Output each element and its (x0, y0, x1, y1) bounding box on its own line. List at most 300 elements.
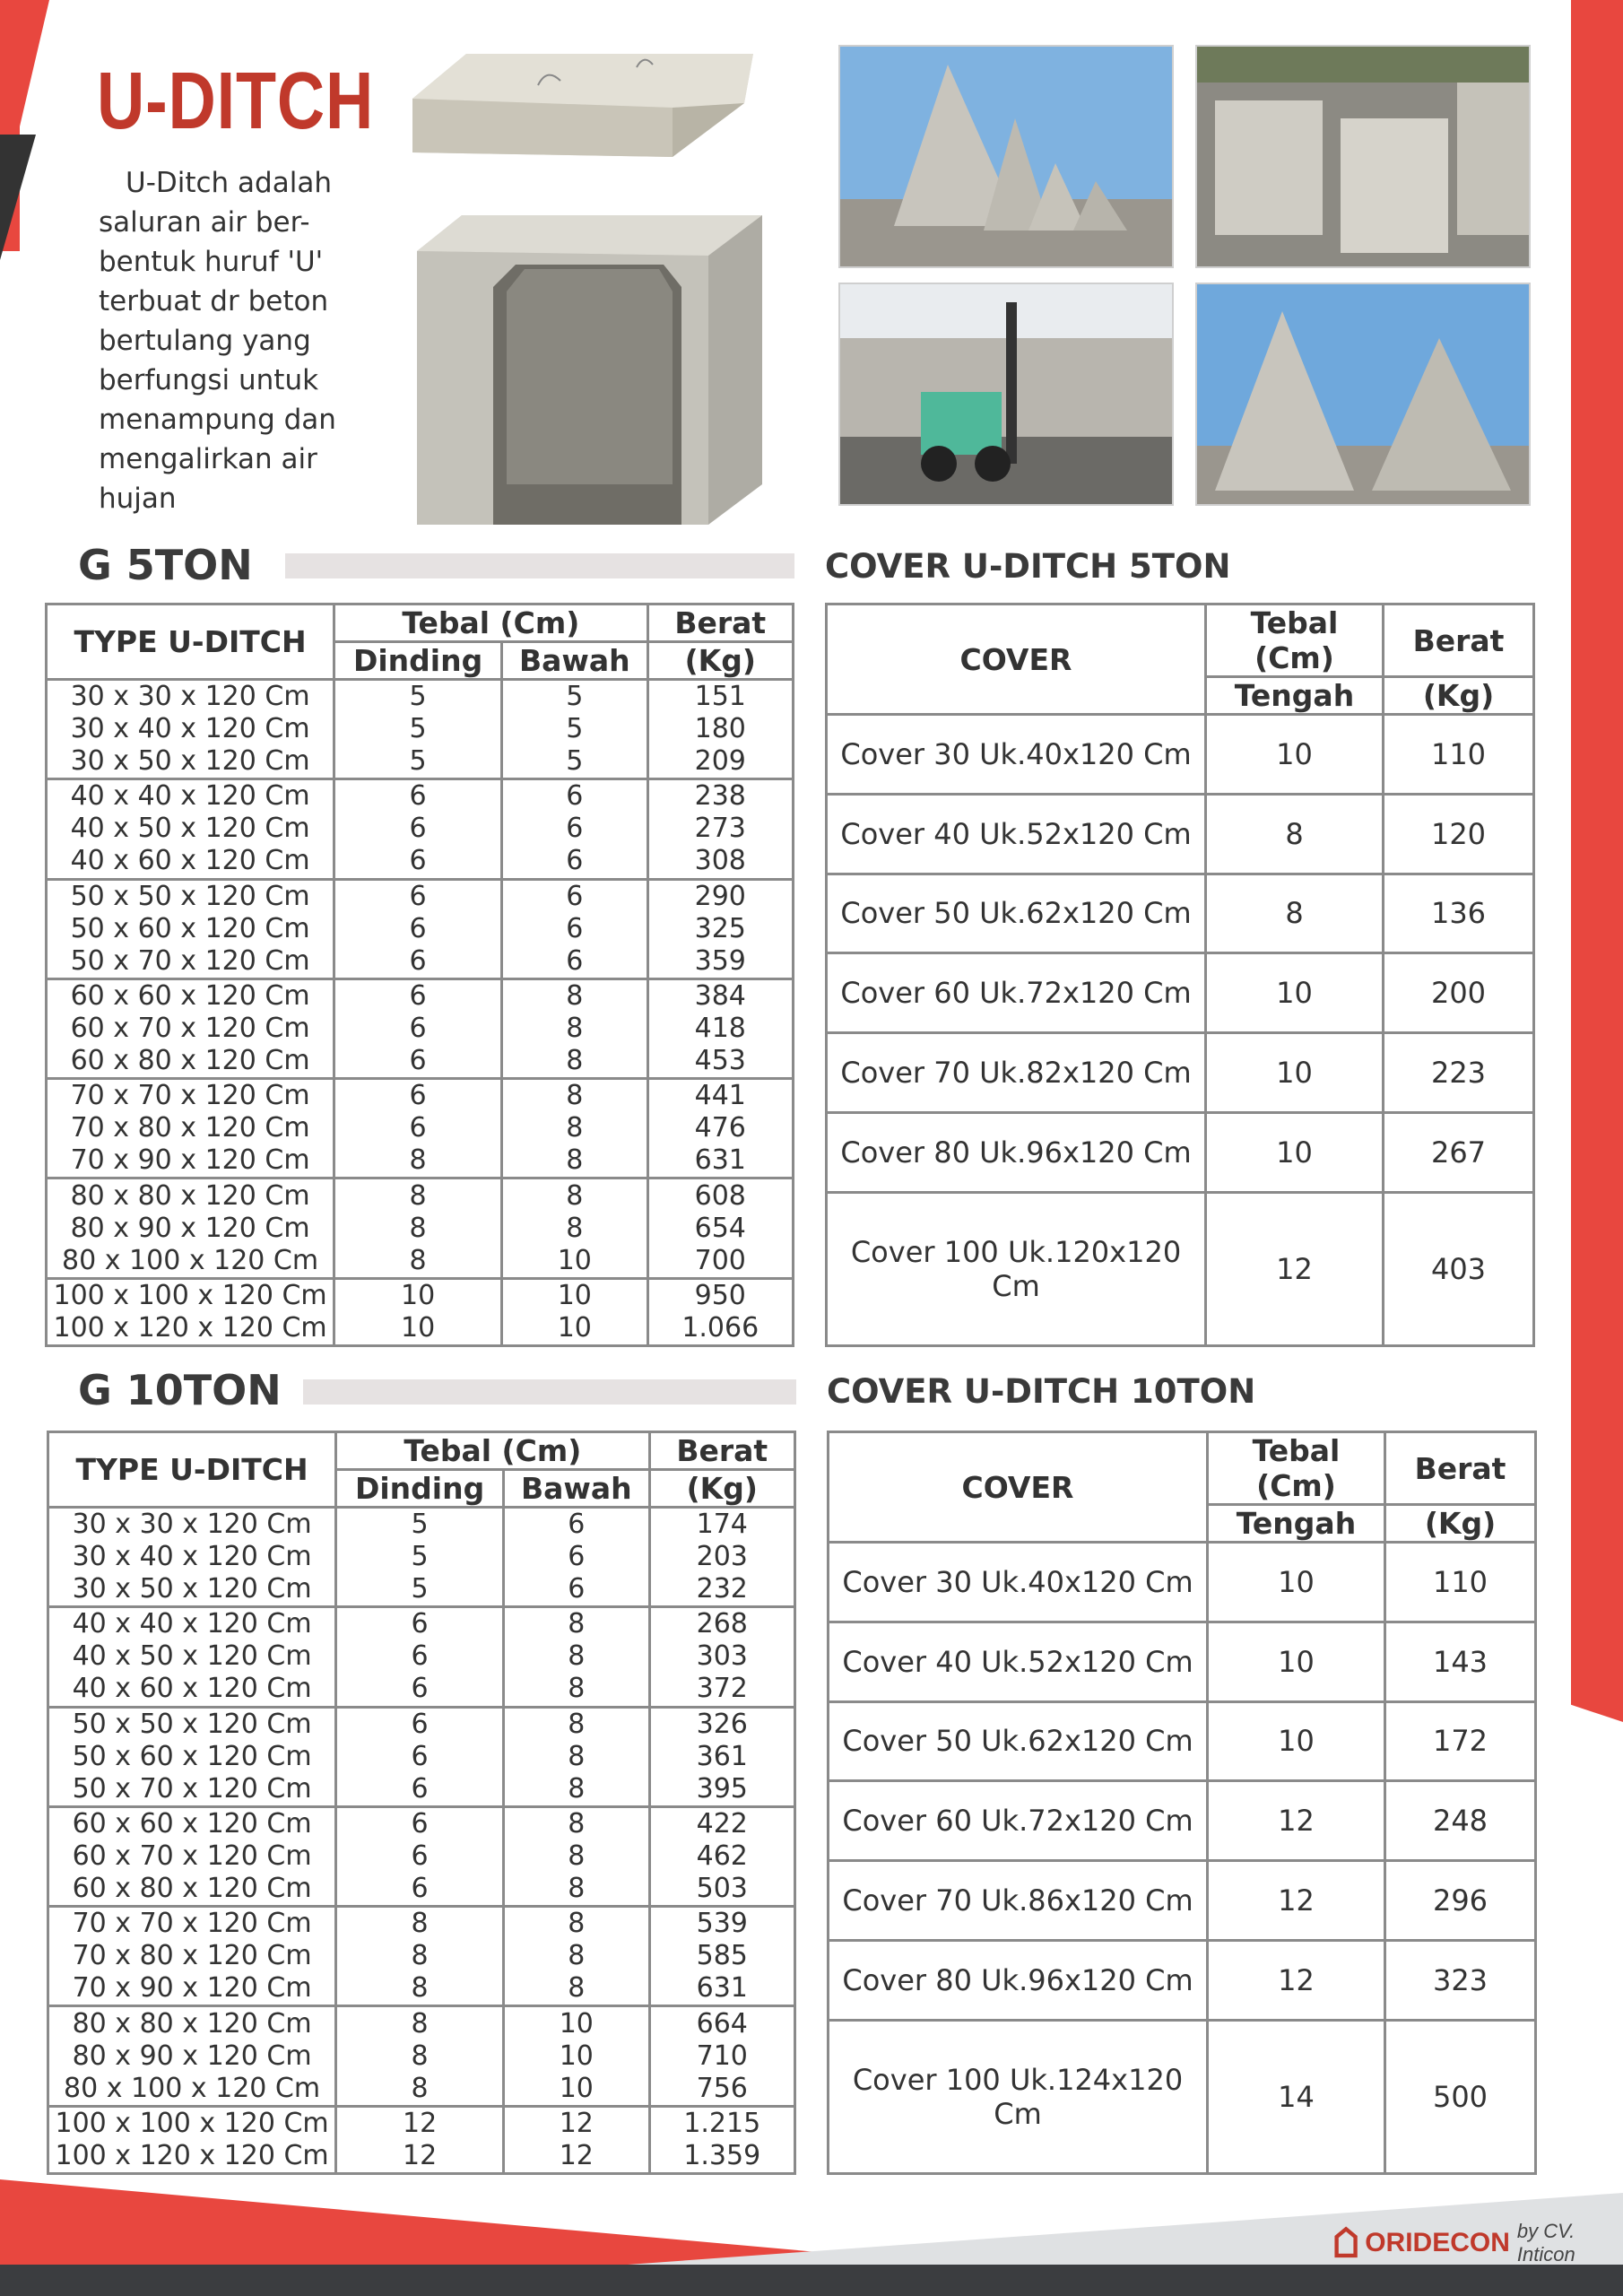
cell-dinding (334, 1178, 502, 1278)
cell-bawah (502, 680, 647, 779)
intro-text (99, 163, 341, 518)
table-row (48, 2106, 795, 2173)
cell-berat: 223 (1384, 1033, 1534, 1113)
cell-types (48, 2006, 336, 2106)
cell-value: 5 (409, 745, 427, 778)
header-berat: Berat (1384, 604, 1534, 677)
cell-value: 10 (557, 1311, 592, 1344)
cell-value: 8 (411, 2072, 429, 2104)
cell-value: 40 x 50 x 120 Cm (70, 813, 310, 845)
cell-value: 60 x 60 x 120 Cm (70, 980, 310, 1013)
cell-bawah (502, 1079, 647, 1178)
cell-value: 174 (696, 1509, 748, 1541)
u-ditch-image (408, 215, 762, 525)
cell-value: 8 (568, 1908, 586, 1940)
header-kg: (Kg) (1385, 1505, 1536, 1543)
cell-value: 8 (568, 1940, 586, 1972)
cell-value: 10 (401, 1279, 436, 1311)
cell-value: 8 (568, 1708, 586, 1740)
cell-berat: 136 (1384, 874, 1534, 953)
cell-cover: Cover 30 Uk.40x120 Cm (827, 715, 1206, 795)
intro-line: mengalirkan air (99, 443, 317, 475)
cell-dinding (334, 1278, 502, 1345)
cell-value: 418 (694, 1013, 746, 1045)
cell-value: 395 (696, 1772, 748, 1805)
table-row (47, 779, 794, 879)
cell-value: 70 x 80 x 120 Cm (72, 1940, 312, 1972)
table-row (48, 1806, 795, 1906)
cell-value: 5 (566, 681, 584, 713)
cell-bawah (502, 1278, 647, 1345)
cell-value: 70 x 90 x 120 Cm (70, 1144, 310, 1177)
cell-value: 361 (696, 1740, 748, 1772)
intro-line: bentuk huruf 'U' (99, 246, 324, 278)
cell-berat (649, 1508, 794, 1607)
cell-value: 60 x 70 x 120 Cm (70, 1013, 310, 1045)
g10-type-table (47, 1431, 796, 2175)
cover10-table (827, 1431, 1537, 2175)
table-row (829, 1622, 1536, 1701)
cell-tengah: 10 (1208, 1543, 1385, 1622)
cell-value: 6 (411, 1840, 429, 1873)
cell-types (47, 978, 334, 1078)
cell-value: 8 (566, 1080, 584, 1112)
cell-tengah: 12 (1206, 1192, 1384, 1345)
table-row (47, 1178, 794, 1278)
photo-stacked-ditches-2 (1195, 283, 1531, 506)
cell-cover: Cover 100 Uk.124x120 Cm (829, 2020, 1208, 2173)
cell-berat (649, 1607, 794, 1707)
cell-berat: 267 (1384, 1112, 1534, 1192)
cell-value: 950 (694, 1279, 746, 1311)
cell-bawah (504, 2006, 649, 2106)
cell-types (47, 1178, 334, 1278)
cell-value: 30 x 30 x 120 Cm (72, 1509, 312, 1541)
cell-value: 6 (409, 813, 427, 845)
header-type: TYPE U-DITCH (48, 1432, 336, 1508)
cell-value: 100 x 120 x 120 Cm (55, 2139, 329, 2171)
cell-value: 8 (568, 1808, 586, 1840)
cell-value: 40 x 60 x 120 Cm (70, 845, 310, 877)
cell-berat (647, 1079, 793, 1178)
cell-value: 12 (559, 2107, 594, 2139)
cell-value: 6 (409, 944, 427, 977)
cell-value: 664 (696, 2007, 748, 2039)
cell-tengah: 12 (1208, 1940, 1385, 2020)
cell-value: 6 (411, 1708, 429, 1740)
table-row (48, 1707, 795, 1806)
cell-value: 6 (411, 1772, 429, 1805)
cell-value: 6 (409, 845, 427, 877)
cell-value: 70 x 70 x 120 Cm (70, 1080, 310, 1112)
cell-value: 30 x 30 x 120 Cm (70, 681, 310, 713)
cell-value: 384 (694, 980, 746, 1013)
cell-cover: Cover 60 Uk.72x120 Cm (827, 953, 1206, 1033)
cell-value: 268 (696, 1608, 748, 1640)
cell-value: 1.215 (683, 2107, 761, 2139)
cell-value: 40 x 50 x 120 Cm (72, 1640, 312, 1673)
cell-value: 6 (566, 912, 584, 944)
cell-value: 12 (403, 2139, 438, 2171)
cell-tengah: 10 (1206, 715, 1384, 795)
cell-value: 30 x 40 x 120 Cm (72, 1541, 312, 1573)
cell-berat: 200 (1384, 953, 1534, 1033)
cell-value: 8 (566, 1112, 584, 1144)
cell-value: 6 (568, 1573, 586, 1605)
cell-berat: 120 (1384, 794, 1534, 874)
cell-berat (649, 2106, 794, 2173)
intro-line: U-Ditch adalah (126, 167, 332, 199)
cell-dinding (336, 1607, 504, 1707)
cell-cover: Cover 40 Uk.52x120 Cm (829, 1622, 1208, 1701)
table-row (47, 1079, 794, 1178)
header-bawah: Bawah (504, 1470, 649, 1508)
cell-value: 30 x 50 x 120 Cm (72, 1573, 312, 1605)
cell-value: 80 x 100 x 120 Cm (62, 1244, 319, 1276)
oridecon-logo-icon (1334, 2225, 1358, 2261)
table-row (827, 1033, 1534, 1113)
table-row (47, 680, 794, 779)
cell-dinding (334, 978, 502, 1078)
cell-value: 8 (411, 1908, 429, 1940)
cell-value: 60 x 70 x 120 Cm (72, 1840, 312, 1873)
cell-value: 60 x 80 x 120 Cm (72, 1873, 312, 1905)
cell-value: 10 (557, 1279, 592, 1311)
header-tebal: Tebal (Cm) (1208, 1432, 1385, 1505)
cover5-table (825, 603, 1535, 1347)
cell-value: 80 x 80 x 120 Cm (72, 2007, 312, 2039)
cell-value: 585 (696, 1940, 748, 1972)
table-row (47, 978, 794, 1078)
cell-value: 8 (411, 2007, 429, 2039)
header-cover: COVER (829, 1432, 1208, 1543)
bottom-dark-bar (0, 2265, 1623, 2296)
cell-berat (647, 879, 793, 978)
cell-value: 325 (694, 912, 746, 944)
footer-brand (1334, 2220, 1623, 2266)
cell-tengah: 10 (1208, 1622, 1385, 1701)
intro-line: hujan (99, 483, 177, 515)
cell-value: 6 (411, 1808, 429, 1840)
header-cover: COVER (827, 604, 1206, 715)
cell-bawah (504, 1508, 649, 1607)
cell-value: 5 (409, 713, 427, 745)
cell-value: 1.359 (683, 2139, 761, 2171)
cell-cover: Cover 70 Uk.82x120 Cm (827, 1033, 1206, 1113)
table-row (827, 1192, 1534, 1345)
cell-value: 80 x 90 x 120 Cm (70, 1212, 310, 1244)
cell-value: 6 (566, 813, 584, 845)
header-kg: (Kg) (649, 1470, 794, 1508)
cell-value: 6 (566, 845, 584, 877)
cell-value: 6 (411, 1673, 429, 1705)
cell-value: 8 (568, 1608, 586, 1640)
brand-by: by CV. Inticon (1516, 2220, 1575, 2266)
g10-section-title: G 10TON (78, 1366, 282, 1414)
cell-berat (647, 680, 793, 779)
cell-value: 70 x 90 x 120 Cm (72, 1972, 312, 2005)
cell-dinding (336, 1806, 504, 1906)
cell-berat (649, 1806, 794, 1906)
cell-value: 8 (566, 1179, 584, 1212)
cell-value: 8 (411, 1940, 429, 1972)
cover10-section-title: COVER U-DITCH 10TON (827, 1372, 1256, 1411)
cell-berat (647, 1278, 793, 1345)
cell-value: 80 x 80 x 120 Cm (70, 1179, 310, 1212)
cell-value: 326 (696, 1708, 748, 1740)
cell-value: 422 (696, 1808, 748, 1840)
cell-dinding (336, 1508, 504, 1607)
cell-value: 8 (566, 1013, 584, 1045)
cell-bawah (504, 1907, 649, 2006)
cell-dinding (336, 1907, 504, 2006)
cell-value: 209 (694, 745, 746, 778)
header-bawah: Bawah (502, 642, 647, 680)
cell-value: 8 (566, 1212, 584, 1244)
cell-berat: 248 (1385, 1781, 1536, 1861)
table-row (48, 1907, 795, 2006)
cell-value: 12 (559, 2139, 594, 2171)
header-dinding: Dinding (334, 642, 502, 680)
cell-cover: Cover 50 Uk.62x120 Cm (827, 874, 1206, 953)
cell-berat (647, 779, 793, 879)
cell-value: 10 (559, 2072, 594, 2104)
cell-value: 539 (696, 1908, 748, 1940)
cell-value: 8 (409, 1212, 427, 1244)
cell-bawah (502, 779, 647, 879)
photo-stacked-ditches-1 (838, 45, 1174, 268)
cell-cover: Cover 100 Uk.120x120 Cm (827, 1192, 1206, 1345)
cell-value: 6 (568, 1509, 586, 1541)
cell-value: 70 x 70 x 120 Cm (72, 1908, 312, 1940)
cell-types (47, 680, 334, 779)
cell-value: 359 (694, 944, 746, 977)
brand-name: ORIDECON (1365, 2228, 1510, 2257)
cell-types (48, 1508, 336, 1607)
cell-dinding (336, 1707, 504, 1806)
cell-value: 30 x 50 x 120 Cm (70, 745, 310, 778)
table-row (47, 1278, 794, 1345)
header-type: TYPE U-DITCH (47, 604, 334, 680)
cell-value: 503 (696, 1873, 748, 1905)
cell-types (48, 1707, 336, 1806)
cell-value: 1.066 (681, 1311, 759, 1344)
cell-value: 5 (411, 1541, 429, 1573)
cell-types (48, 2106, 336, 2173)
cell-value: 6 (409, 912, 427, 944)
cell-value: 700 (694, 1244, 746, 1276)
intro-line: menampung dan (99, 404, 336, 436)
cell-berat: 172 (1385, 1701, 1536, 1781)
cell-value: 8 (409, 1144, 427, 1177)
cell-berat (649, 1907, 794, 2006)
cell-berat: 323 (1385, 1940, 1536, 2020)
table-row (829, 2020, 1536, 2173)
cell-value: 8 (568, 1840, 586, 1873)
header-kg: (Kg) (647, 642, 793, 680)
cell-value: 6 (411, 1740, 429, 1772)
table-row (829, 1781, 1536, 1861)
cell-value: 654 (694, 1212, 746, 1244)
cover-slab-image (404, 49, 753, 184)
right-red-band (1571, 0, 1623, 1722)
cell-cover: Cover 60 Uk.72x120 Cm (829, 1781, 1208, 1861)
cell-value: 10 (401, 1311, 436, 1344)
cell-value: 50 x 70 x 120 Cm (72, 1772, 312, 1805)
cell-value: 50 x 60 x 120 Cm (70, 912, 310, 944)
cell-tengah: 12 (1208, 1861, 1385, 1941)
table-row (829, 1543, 1536, 1622)
cell-types (47, 1079, 334, 1178)
cell-bawah (504, 1707, 649, 1806)
intro-line: saluran air ber- (99, 206, 310, 239)
cell-value: 100 x 120 x 120 Cm (53, 1311, 327, 1344)
g5-title-bar (285, 553, 794, 578)
cell-value: 453 (694, 1045, 746, 1077)
cell-cover: Cover 30 Uk.40x120 Cm (829, 1543, 1208, 1622)
page-title: U-DITCH (97, 57, 375, 146)
table-row (827, 953, 1534, 1033)
cell-value: 151 (694, 681, 746, 713)
cell-value: 6 (411, 1873, 429, 1905)
cell-berat (647, 1178, 793, 1278)
cell-value: 6 (566, 880, 584, 912)
cell-value: 100 x 100 x 120 Cm (55, 2107, 329, 2139)
cell-value: 6 (409, 880, 427, 912)
table-row (827, 874, 1534, 953)
table-row (829, 1940, 1536, 2020)
cell-value: 290 (694, 880, 746, 912)
cell-cover: Cover 50 Uk.62x120 Cm (829, 1701, 1208, 1781)
cell-value: 5 (566, 713, 584, 745)
photo-forklift (838, 283, 1174, 506)
cell-tengah: 8 (1206, 794, 1384, 874)
cell-berat: 110 (1385, 1543, 1536, 1622)
g5-type-table (45, 603, 794, 1347)
cell-value: 8 (568, 1673, 586, 1705)
header-kg: (Kg) (1384, 677, 1534, 715)
intro-line: berfungsi untuk (99, 364, 319, 396)
left-dark-corner (0, 135, 36, 260)
cell-types (47, 779, 334, 879)
cell-value: 631 (694, 1144, 746, 1177)
table-row (829, 1701, 1536, 1781)
cell-value: 462 (696, 1840, 748, 1873)
cell-value: 40 x 60 x 120 Cm (72, 1673, 312, 1705)
cell-berat: 403 (1384, 1192, 1534, 1345)
cell-value: 232 (696, 1573, 748, 1605)
cell-cover: Cover 70 Uk.86x120 Cm (829, 1861, 1208, 1941)
cell-value: 756 (696, 2072, 748, 2104)
cell-types (47, 1278, 334, 1345)
cell-value: 8 (566, 1045, 584, 1077)
cell-berat: 143 (1385, 1622, 1536, 1701)
cell-value: 6 (409, 1080, 427, 1112)
cell-cover: Cover 80 Uk.96x120 Cm (827, 1112, 1206, 1192)
cell-value: 10 (557, 1244, 592, 1276)
cell-value: 8 (409, 1244, 427, 1276)
cell-types (47, 879, 334, 978)
cell-value: 8 (411, 1972, 429, 2005)
table-row (827, 794, 1534, 874)
cell-value: 5 (411, 1573, 429, 1605)
header-tebal: Tebal (Cm) (334, 604, 647, 642)
g5-section-title: G 5TON (78, 541, 253, 589)
cell-bawah (504, 1607, 649, 1707)
table-row (827, 715, 1534, 795)
cell-value: 8 (411, 2039, 429, 2072)
cell-value: 40 x 40 x 120 Cm (70, 780, 310, 813)
cell-value: 710 (696, 2039, 748, 2072)
cell-value: 10 (559, 2007, 594, 2039)
header-berat: Berat (647, 604, 793, 642)
cell-bawah (502, 1178, 647, 1278)
cell-bawah (502, 978, 647, 1078)
cell-value: 6 (409, 1013, 427, 1045)
cell-types (48, 1607, 336, 1707)
cell-value: 50 x 50 x 120 Cm (72, 1708, 312, 1740)
photo-stacked-covers (1195, 45, 1531, 268)
cell-value: 8 (566, 980, 584, 1013)
table-row (827, 1112, 1534, 1192)
cell-berat: 296 (1385, 1861, 1536, 1941)
cell-tengah: 14 (1208, 2020, 1385, 2173)
cell-value: 80 x 100 x 120 Cm (64, 2072, 321, 2104)
cell-value: 40 x 40 x 120 Cm (72, 1608, 312, 1640)
cell-value: 80 x 90 x 120 Cm (72, 2039, 312, 2072)
cell-value: 180 (694, 713, 746, 745)
cell-berat: 110 (1384, 715, 1534, 795)
table-row (829, 1861, 1536, 1941)
cell-cover: Cover 80 Uk.96x120 Cm (829, 1940, 1208, 2020)
cell-value: 8 (568, 1772, 586, 1805)
cell-value: 50 x 60 x 120 Cm (72, 1740, 312, 1772)
header-tebal: Tebal (Cm) (1206, 604, 1384, 677)
cell-tengah: 12 (1208, 1781, 1385, 1861)
cell-value: 12 (403, 2107, 438, 2139)
table-row (48, 1508, 795, 1607)
cell-bawah (502, 879, 647, 978)
cell-value: 441 (694, 1080, 746, 1112)
cell-tengah: 10 (1206, 953, 1384, 1033)
cell-types (48, 1907, 336, 2006)
cell-dinding (336, 2106, 504, 2173)
cell-bawah (504, 1806, 649, 1906)
cell-dinding (334, 879, 502, 978)
cell-value: 5 (411, 1509, 429, 1541)
cell-value: 6 (411, 1608, 429, 1640)
cell-value: 608 (694, 1179, 746, 1212)
intro-line: bertulang yang (99, 325, 311, 357)
header-tengah: Tengah (1208, 1505, 1385, 1543)
cell-tengah: 10 (1206, 1033, 1384, 1113)
header-dinding: Dinding (336, 1470, 504, 1508)
cell-value: 70 x 80 x 120 Cm (70, 1112, 310, 1144)
intro-line: terbuat dr beton (99, 285, 329, 317)
cell-value: 5 (409, 681, 427, 713)
cell-value: 8 (568, 1740, 586, 1772)
cell-value: 6 (568, 1541, 586, 1573)
cell-dinding (336, 2006, 504, 2106)
cell-value: 203 (696, 1541, 748, 1573)
header-tengah: Tengah (1206, 677, 1384, 715)
cell-value: 273 (694, 813, 746, 845)
cell-value: 30 x 40 x 120 Cm (70, 713, 310, 745)
g10-title-bar (303, 1379, 796, 1405)
cell-value: 6 (409, 980, 427, 1013)
cell-dinding (334, 779, 502, 879)
cell-types (48, 1806, 336, 1906)
